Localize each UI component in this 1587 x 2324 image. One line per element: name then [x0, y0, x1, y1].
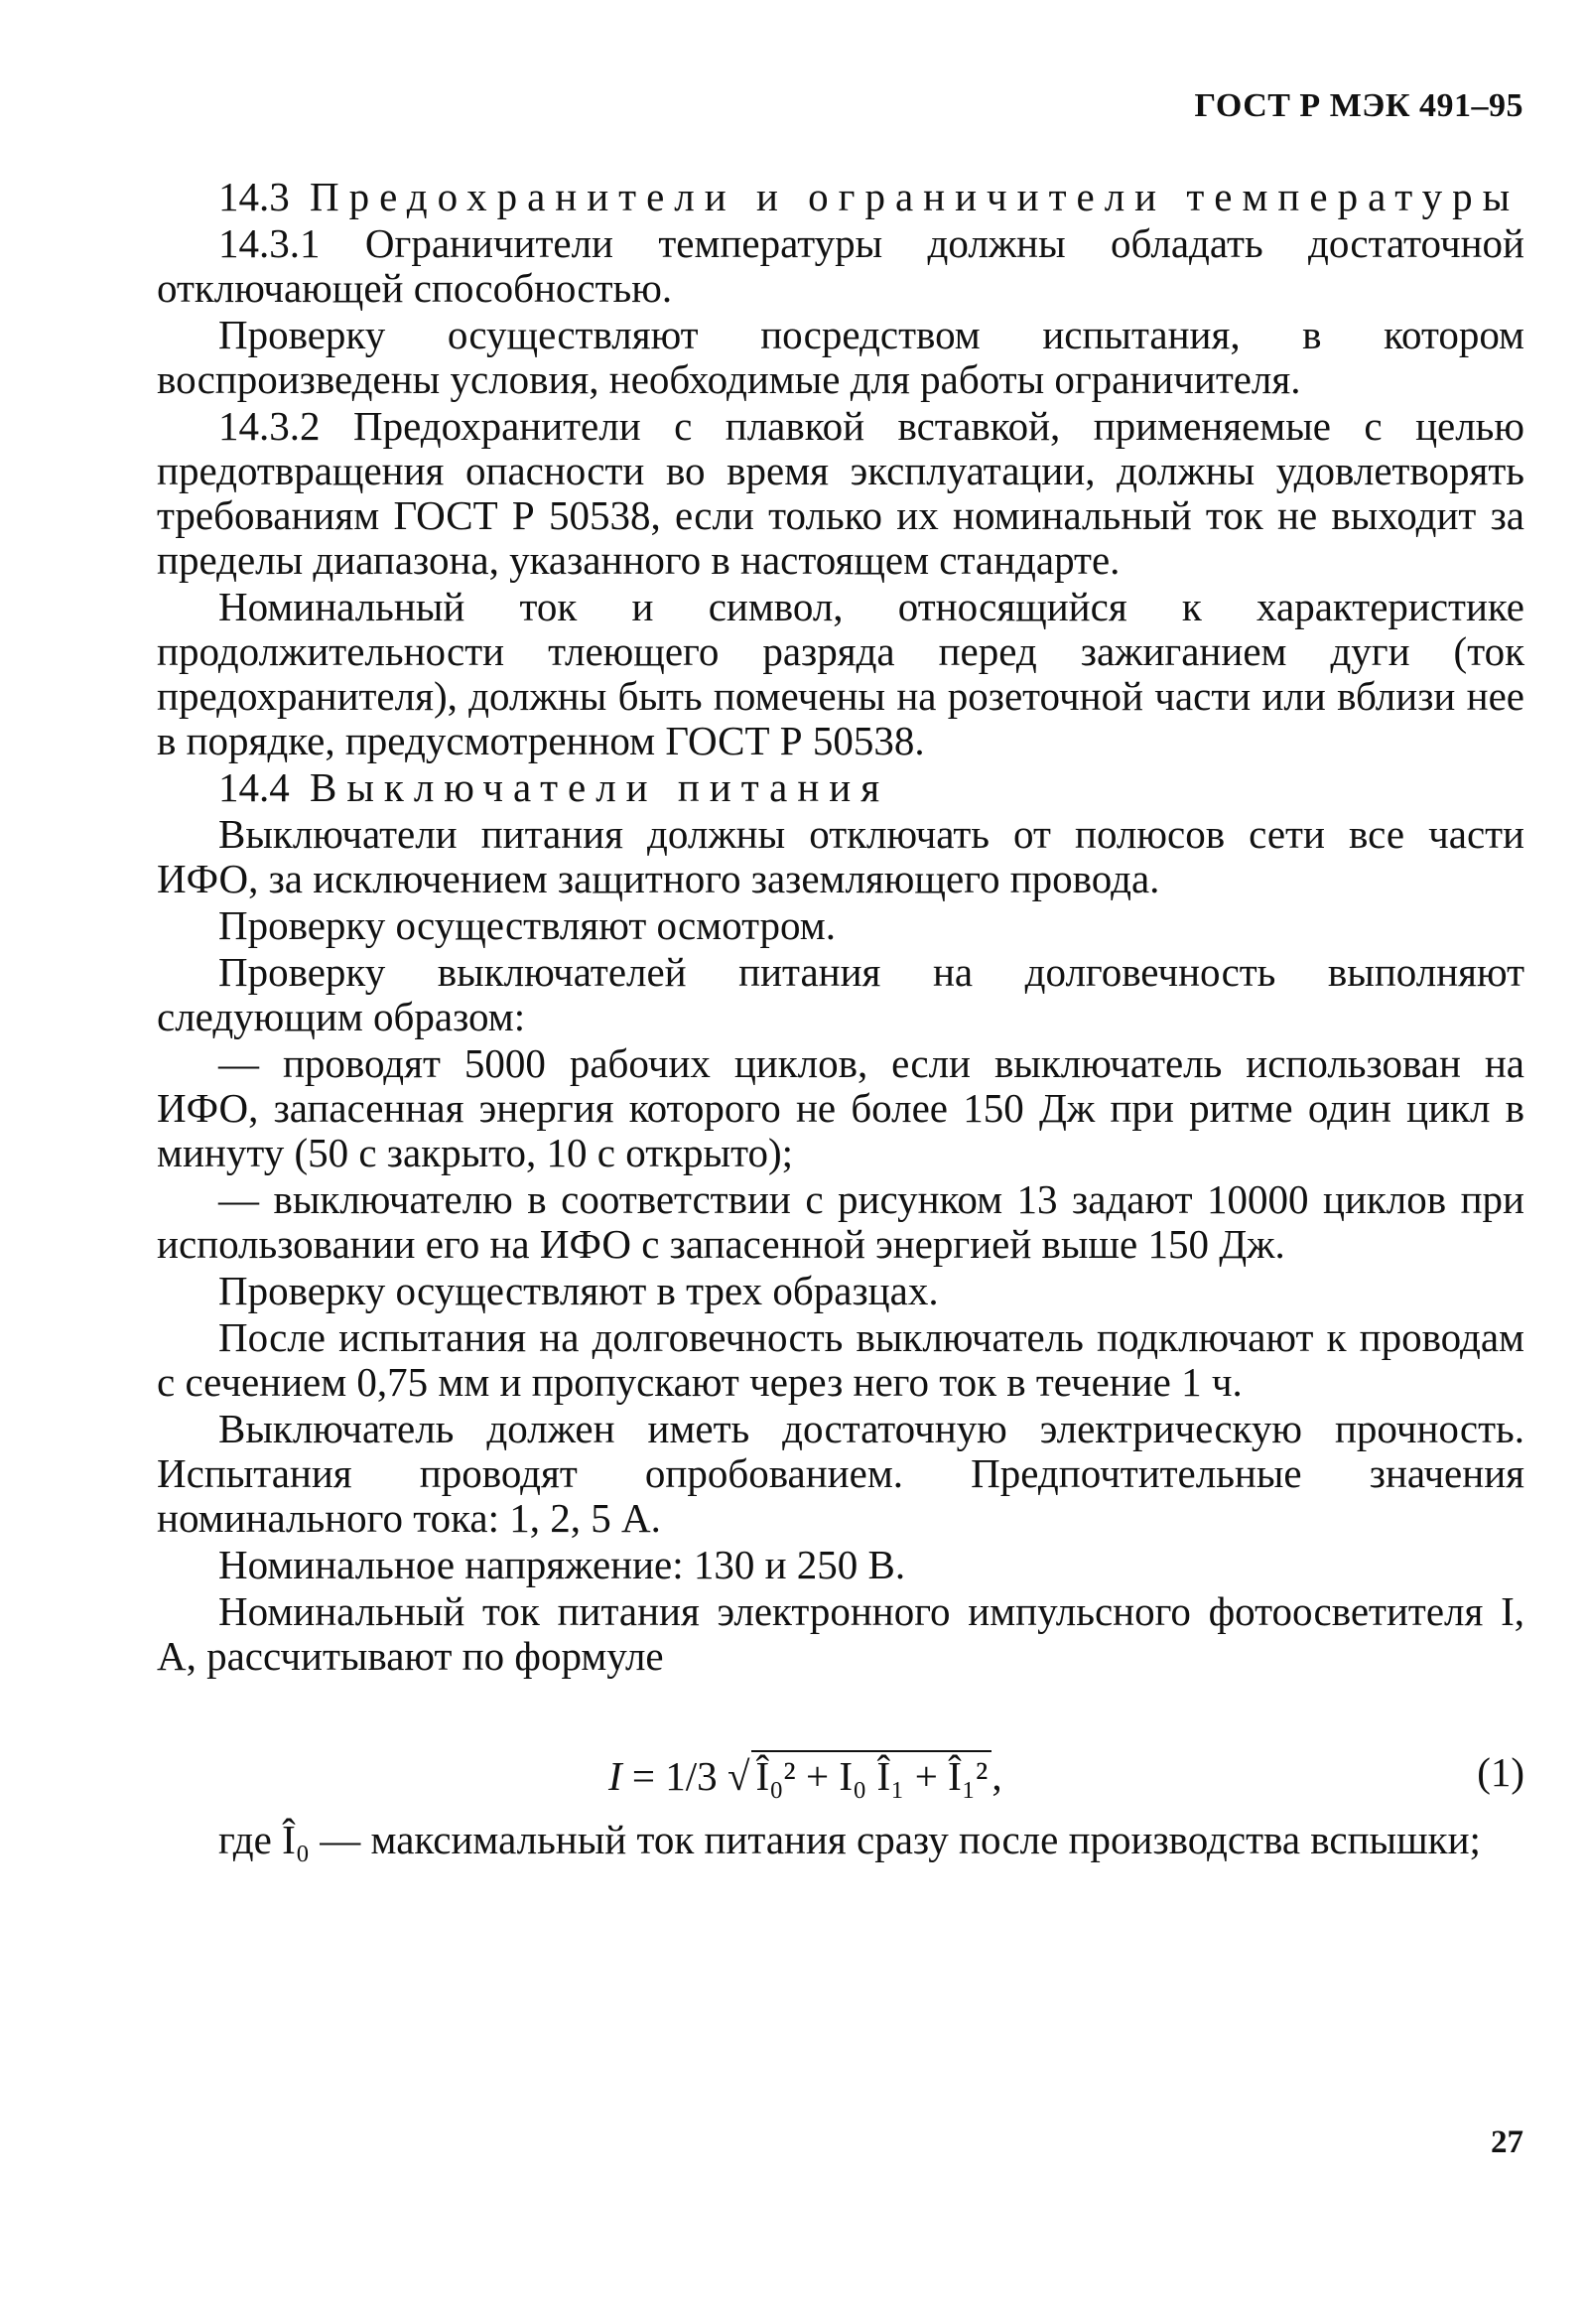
paragraph: Проверку осуществляют осмотром.	[218, 902, 836, 948]
paragraph: Выключатели питания должны отключать от полюсов сети все части ИФО, за исключением защитного заземляющего провода.	[157, 811, 1524, 901]
paragraph: Номинальное напряжение: 130 и 250 В.	[218, 1542, 906, 1587]
page-number: 27	[1491, 2124, 1523, 2160]
list-item: — выключателю в соответствии с рисунком 13 задают 10000 циклов при использовании его на ИФО с запасенной энергией выше 150 Дж.	[157, 1176, 1524, 1267]
paragraph: Проверку осуществляют в трех образцах.	[218, 1268, 939, 1313]
formula-tail: ,	[992, 1753, 1002, 1799]
where-clause: где Î₀ — максимальный ток питания сразу после производства вспышки;	[218, 1817, 1481, 1862]
formula-radicand: Î₀² + I₀ Î₁ + Î₁²	[751, 1750, 992, 1799]
paragraph: Проверку осуществляют посредством испытания, в котором воспроизведены условия, необходимые для работы ограничителя.	[157, 312, 1524, 402]
section-number: 14.3	[218, 174, 290, 219]
list-item: — проводят 5000 рабочих циклов, если выключатель использован на ИФО, запасенная энергия которого не более 150 Дж при ритме один цикл в минуту (50 с закрыто, 10 с открыто);	[157, 1040, 1524, 1175]
formula-number: (1)	[1477, 1749, 1524, 1795]
paragraph: Выключатель должен иметь достаточную электрическую прочность. Испытания проводят опробованием. Предпочтительные значения номинального тока: 1, 2, 5 А.	[157, 1406, 1524, 1541]
formula-block	[157, 1732, 1524, 1818]
section-title: Выключатели питания	[310, 764, 890, 810]
paragraph: Номинальный ток и символ, относящийся к характеристике продолжительности тлеющего разряда перед зажиганием дуги (ток предохранителя), должны быть помечены на розеточной части или вблизи нее в порядке, предусмотренном ГОСТ Р 50538.	[157, 584, 1524, 763]
section-title: Предохранители и ограничители температуры	[310, 174, 1521, 219]
paragraph: 14.3.1 Ограничители температуры должны обладать достаточной отключающей способностью.	[157, 220, 1524, 311]
paragraph: 14.3.2 Предохранители с плавкой вставкой, применяемые с целью предотвращения опасности во время эксплуатации, должны удовлетворять требованиям ГОСТ Р 50538, если только их номинальный ток не выходит за пределы диапазона, указанного в настоящем стандарте.	[157, 403, 1524, 583]
sqrt-icon: √	[727, 1753, 750, 1799]
page-header: ГОСТ Р МЭК 491–95	[1194, 87, 1523, 124]
formula: I = 1/3 √ Î₀² + I₀ Î₁ + Î₁²,	[608, 1750, 1002, 1799]
document-body	[157, 175, 1524, 1864]
paragraph: Номинальный ток питания электронного импульсного фотоосветителя I, А, рассчитывают по формуле	[157, 1588, 1524, 1679]
section-heading-14-3	[157, 175, 1524, 219]
section-number: 14.4	[218, 764, 290, 810]
formula-lhs: I	[608, 1753, 622, 1799]
section-heading-14-4	[157, 765, 1524, 810]
paragraph: Проверку выключателей питания на долговечность выполняют следующим образом:	[157, 949, 1524, 1039]
formula-coefficient: 1/3	[665, 1753, 718, 1799]
paragraph: После испытания на долговечность выключатель подключают к проводам с сечением 0,75 мм и пропускают через него ток в течение 1 ч.	[157, 1314, 1524, 1405]
